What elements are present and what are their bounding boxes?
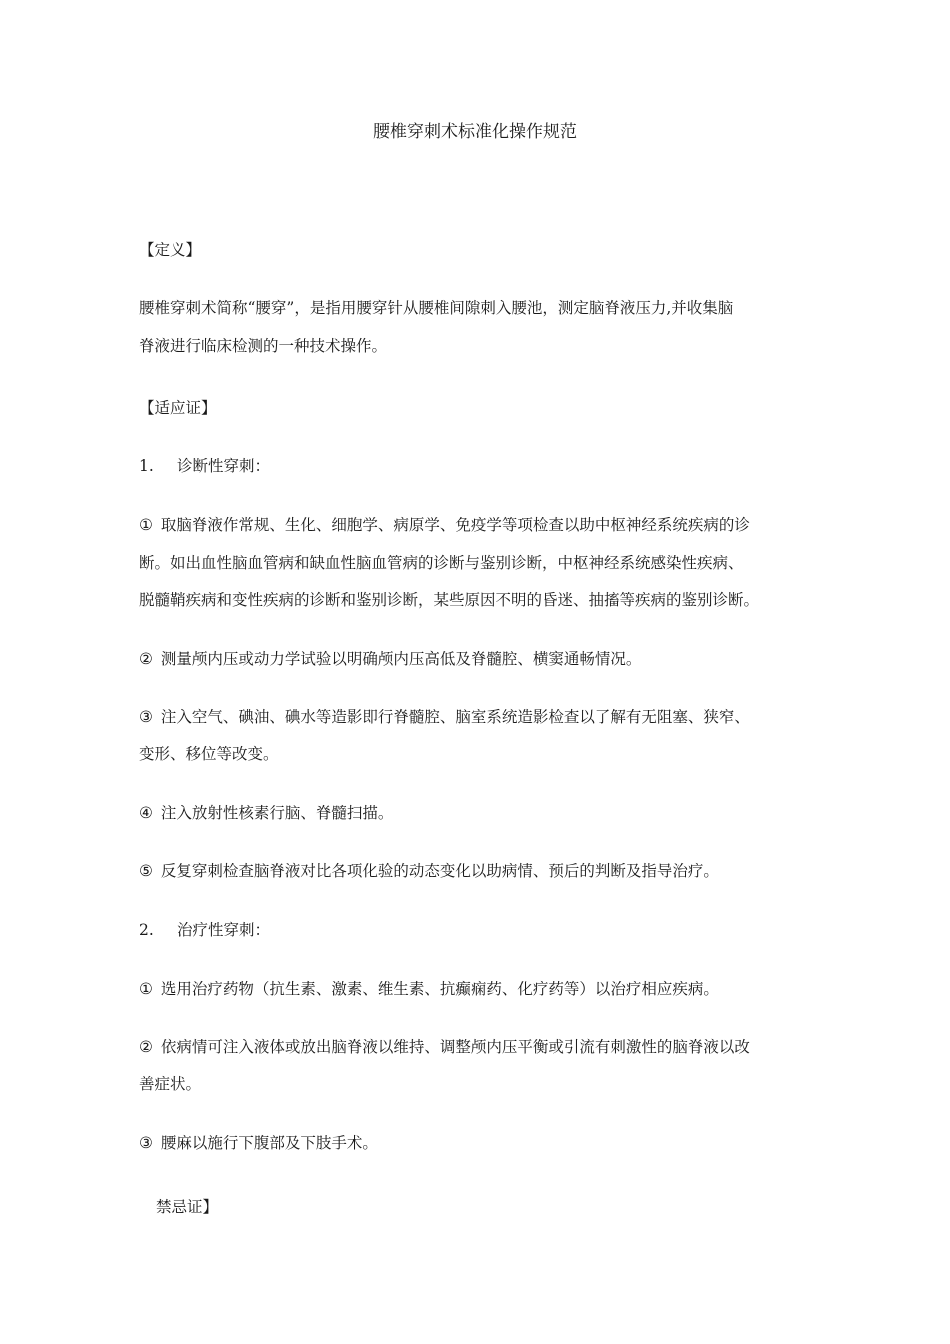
diagnostic-number: 1. <box>139 457 154 475</box>
diagnostic-item-1-line-1 <box>139 514 750 536</box>
diagnostic-item-1-line-2: 断。如出血性脑血管病和缺血性脑血管病的诊断与鉴别诊断，中枢神经系统感染性疾病、 <box>139 554 744 572</box>
indication-heading: 【适应证】 <box>139 399 217 417</box>
item-marker: ② <box>139 1038 153 1056</box>
diagnostic-item-3-line-2: 变形、移位等改变。 <box>139 745 279 763</box>
diagnostic-puncture-heading <box>139 455 270 477</box>
item-text: 注入空气、碘油、碘水等造影即行脊髓腔、脑室系统造影检查以了解有无阻塞、狭窄、 <box>160 708 750 726</box>
item-marker: ① <box>139 516 153 534</box>
treatment-number: 2. <box>139 921 154 939</box>
item-marker: ② <box>139 650 153 668</box>
item-text: 依病情可注入液体或放出脑脊液以维持、调整颅内压平衡或引流有刺激性的脑脊液以改 <box>160 1038 750 1056</box>
item-marker: ③ <box>139 708 153 726</box>
item-text: 反复穿刺检查脑脊液对比各项化验的动态变化以助病情、预后的判断及指导治疗。 <box>160 862 719 880</box>
item-marker: ⑤ <box>139 862 153 880</box>
item-text: 选用治疗药物（抗生素、激素、维生素、抗癫痫药、化疗药等）以治疗相应疾病。 <box>160 980 719 998</box>
treatment-item-1 <box>139 978 719 1000</box>
treatment-item-2-line-1 <box>139 1036 750 1058</box>
treatment-label: 治疗性穿刺： <box>177 921 271 939</box>
diagnostic-item-5 <box>139 860 719 882</box>
diagnostic-item-1-line-3: 脱髓鞘疾病和变性疾病的诊断和鉴别诊断，某些原因不明的昏迷、抽搐等疾病的鉴别诊断。 <box>139 591 760 609</box>
diagnostic-label: 诊断性穿刺： <box>177 457 271 475</box>
item-text: 腰麻以施行下腹部及下肢手术。 <box>160 1134 378 1152</box>
diagnostic-item-3-line-1 <box>139 706 750 728</box>
treatment-puncture-heading <box>139 919 270 941</box>
definition-text-line-1: 腰椎穿刺术简称“腰穿”，是指用腰穿针从腰椎间隙刺入腰池，测定脑脊液压力,并收集脑 <box>139 299 734 317</box>
document-title: 腰椎穿刺术标准化操作规范 <box>373 122 577 142</box>
treatment-item-3 <box>139 1132 378 1154</box>
contraindication-heading: 禁忌证】 <box>156 1198 219 1216</box>
item-text: 取脑脊液作常规、生化、细胞学、病原学、免疫学等项检查以助中枢神经系统疾病的诊 <box>160 516 750 534</box>
diagnostic-item-2 <box>139 648 641 670</box>
item-marker: ① <box>139 980 153 998</box>
diagnostic-item-4 <box>139 802 393 824</box>
treatment-item-2-line-2: 善症状。 <box>139 1075 202 1093</box>
definition-heading: 【定义】 <box>139 241 202 259</box>
item-marker: ③ <box>139 1134 153 1152</box>
item-text: 测量颅内压或动力学试验以明确颅内压高低及脊髓腔、横窦通畅情况。 <box>160 650 642 668</box>
definition-text-line-2: 脊液进行临床检测的一种技术操作。 <box>139 337 388 355</box>
item-text: 注入放射性核素行脑、脊髓扫描。 <box>160 804 394 822</box>
item-marker: ④ <box>139 804 153 822</box>
